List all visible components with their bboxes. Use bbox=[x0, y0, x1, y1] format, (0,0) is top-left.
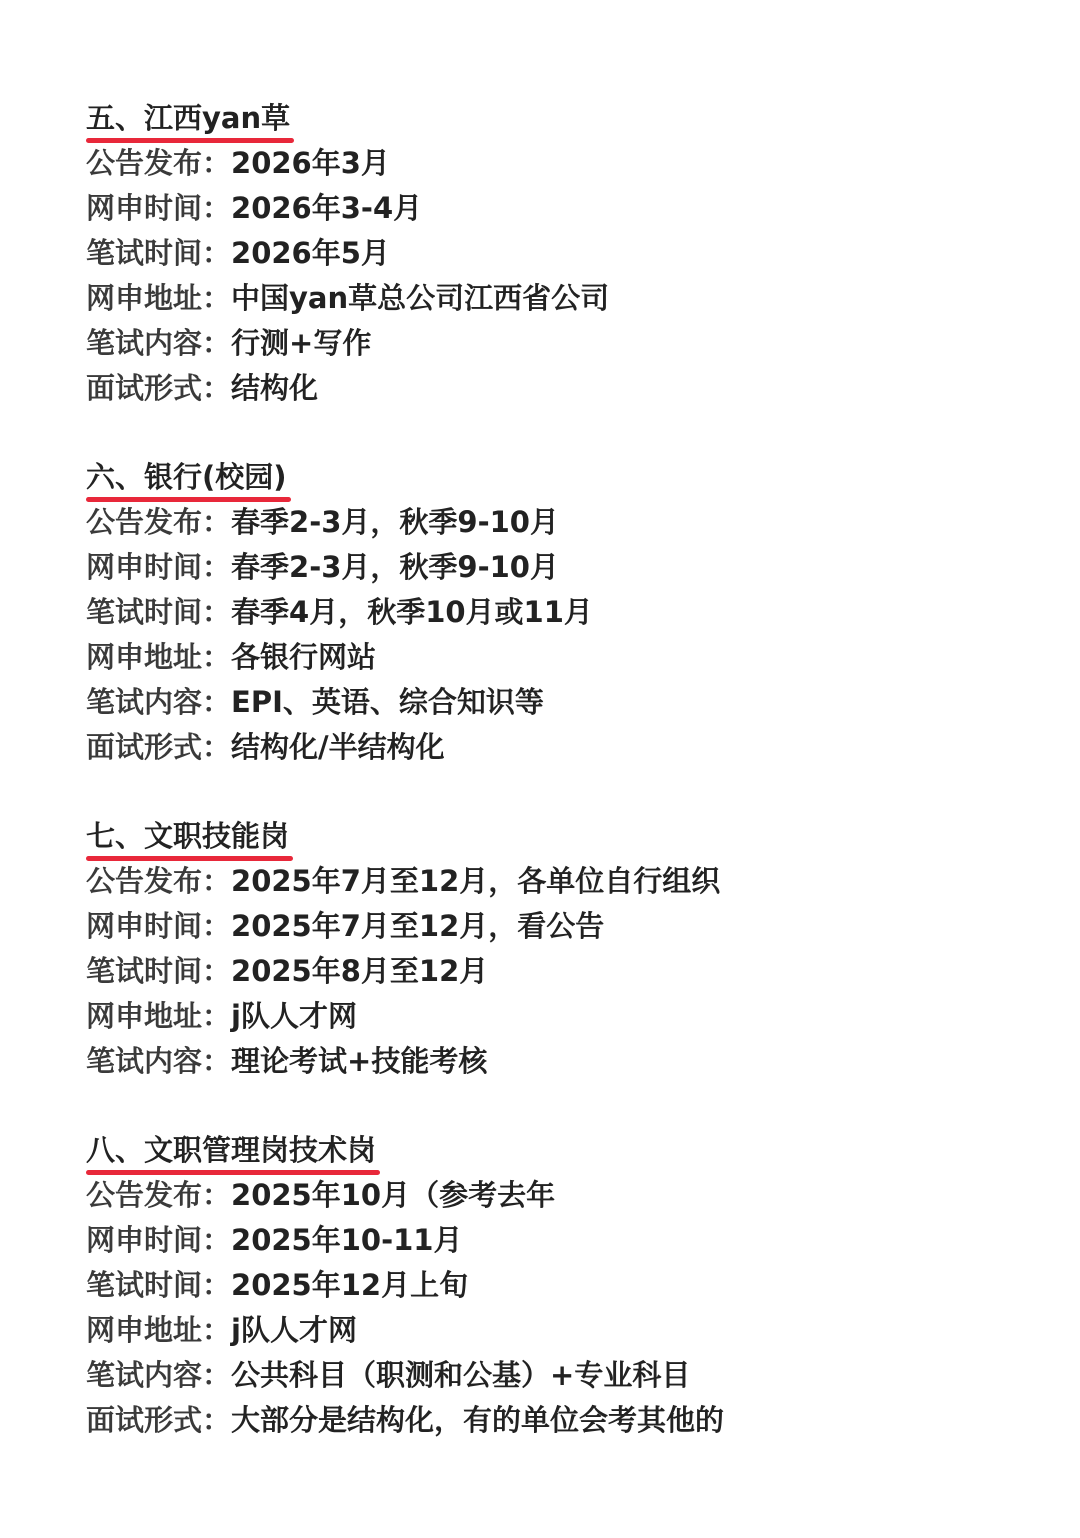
section-heading: 七、文职技能岗 bbox=[86, 819, 290, 853]
info-row bbox=[86, 321, 1026, 366]
row-label: 笔试时间： bbox=[86, 595, 232, 629]
row-label: 网申时间： bbox=[86, 550, 232, 584]
row-label: 面试形式： bbox=[86, 1403, 232, 1437]
info-row bbox=[86, 1039, 1026, 1084]
info-row bbox=[86, 994, 1026, 1039]
row-label: 笔试内容： bbox=[86, 685, 232, 719]
info-row bbox=[86, 590, 1026, 635]
info-row bbox=[86, 1173, 1026, 1218]
row-value: 理论考试+技能考核 bbox=[231, 1044, 488, 1078]
section-heading-wrap bbox=[86, 96, 290, 141]
info-row bbox=[86, 949, 1026, 994]
info-row bbox=[86, 1263, 1026, 1308]
info-row bbox=[86, 276, 1026, 321]
row-label: 笔试内容： bbox=[86, 1044, 232, 1078]
row-value: 2026年5月 bbox=[231, 236, 390, 270]
section-heading: 八、文职管理岗技术岗 bbox=[86, 1133, 377, 1167]
info-row bbox=[86, 141, 1026, 186]
info-row bbox=[86, 680, 1026, 725]
row-value: 行测+写作 bbox=[231, 326, 372, 360]
row-value: 各银行网站 bbox=[231, 640, 377, 674]
row-label: 公告发布： bbox=[86, 864, 232, 898]
row-label: 公告发布： bbox=[86, 1178, 232, 1212]
info-row bbox=[86, 500, 1026, 545]
row-label: 笔试内容： bbox=[86, 326, 232, 360]
row-label: 网申时间： bbox=[86, 1223, 232, 1257]
info-row bbox=[86, 366, 1026, 411]
row-label: 笔试时间： bbox=[86, 236, 232, 270]
section-jiangxi-yancao bbox=[86, 96, 1026, 411]
row-label: 公告发布： bbox=[86, 505, 232, 539]
row-value: 2026年3月 bbox=[231, 146, 390, 180]
row-value: 2025年7月至12月，看公告 bbox=[231, 909, 605, 943]
row-label: 网申时间： bbox=[86, 191, 232, 225]
row-value: 春季4月，秋季10月或11月 bbox=[231, 595, 593, 629]
row-label: 网申地址： bbox=[86, 1313, 232, 1347]
section-heading-wrap bbox=[86, 814, 289, 859]
info-row bbox=[86, 1218, 1026, 1263]
row-value: 大部分是结构化，有的单位会考其他的 bbox=[231, 1403, 725, 1437]
info-row bbox=[86, 725, 1026, 770]
info-row bbox=[86, 231, 1026, 276]
row-value: j队人才网 bbox=[231, 999, 357, 1033]
row-value: 结构化 bbox=[231, 371, 319, 405]
row-value: 2025年7月至12月，各单位自行组织 bbox=[231, 864, 721, 898]
row-label: 面试形式： bbox=[86, 371, 232, 405]
info-row bbox=[86, 635, 1026, 680]
row-label: 网申地址： bbox=[86, 281, 232, 315]
row-value: 公共科目（职测和公基）+专业科目 bbox=[231, 1358, 691, 1392]
section-bank-campus bbox=[86, 455, 1026, 770]
row-label: 网申地址： bbox=[86, 640, 232, 674]
row-value: 春季2-3月，秋季9-10月 bbox=[231, 550, 559, 584]
row-value: 2025年10月（参考去年 bbox=[231, 1178, 556, 1212]
row-value: 2025年10-11月 bbox=[231, 1223, 463, 1257]
info-row bbox=[86, 1353, 1026, 1398]
row-value: 2025年8月至12月 bbox=[231, 954, 489, 988]
row-label: 面试形式： bbox=[86, 730, 232, 764]
row-value: 结构化/半结构化 bbox=[231, 730, 445, 764]
row-label: 公告发布： bbox=[86, 146, 232, 180]
row-label: 笔试时间： bbox=[86, 1268, 232, 1302]
section-heading: 六、银行(校园) bbox=[86, 460, 287, 494]
row-value: 春季2-3月，秋季9-10月 bbox=[231, 505, 559, 539]
section-civilian-skill bbox=[86, 814, 1026, 1084]
row-value: 中国yan草总公司江西省公司 bbox=[231, 281, 610, 315]
section-heading-wrap bbox=[86, 455, 287, 500]
row-label: 笔试时间： bbox=[86, 954, 232, 988]
row-label: 网申地址： bbox=[86, 999, 232, 1033]
info-row bbox=[86, 859, 1026, 904]
row-value: j队人才网 bbox=[231, 1313, 357, 1347]
section-heading: 五、江西yan草 bbox=[86, 101, 291, 135]
section-heading-wrap bbox=[86, 1128, 376, 1173]
row-value: 2025年12月上旬 bbox=[231, 1268, 469, 1302]
info-row bbox=[86, 186, 1026, 231]
info-row bbox=[86, 545, 1026, 590]
row-label: 笔试内容： bbox=[86, 1358, 232, 1392]
info-row bbox=[86, 904, 1026, 949]
section-civilian-management-tech bbox=[86, 1128, 1026, 1443]
row-value: 2026年3-4月 bbox=[231, 191, 423, 225]
row-value: EPI、英语、综合知识等 bbox=[231, 685, 544, 719]
row-label: 网申时间： bbox=[86, 909, 232, 943]
info-row bbox=[86, 1398, 1026, 1443]
info-row bbox=[86, 1308, 1026, 1353]
